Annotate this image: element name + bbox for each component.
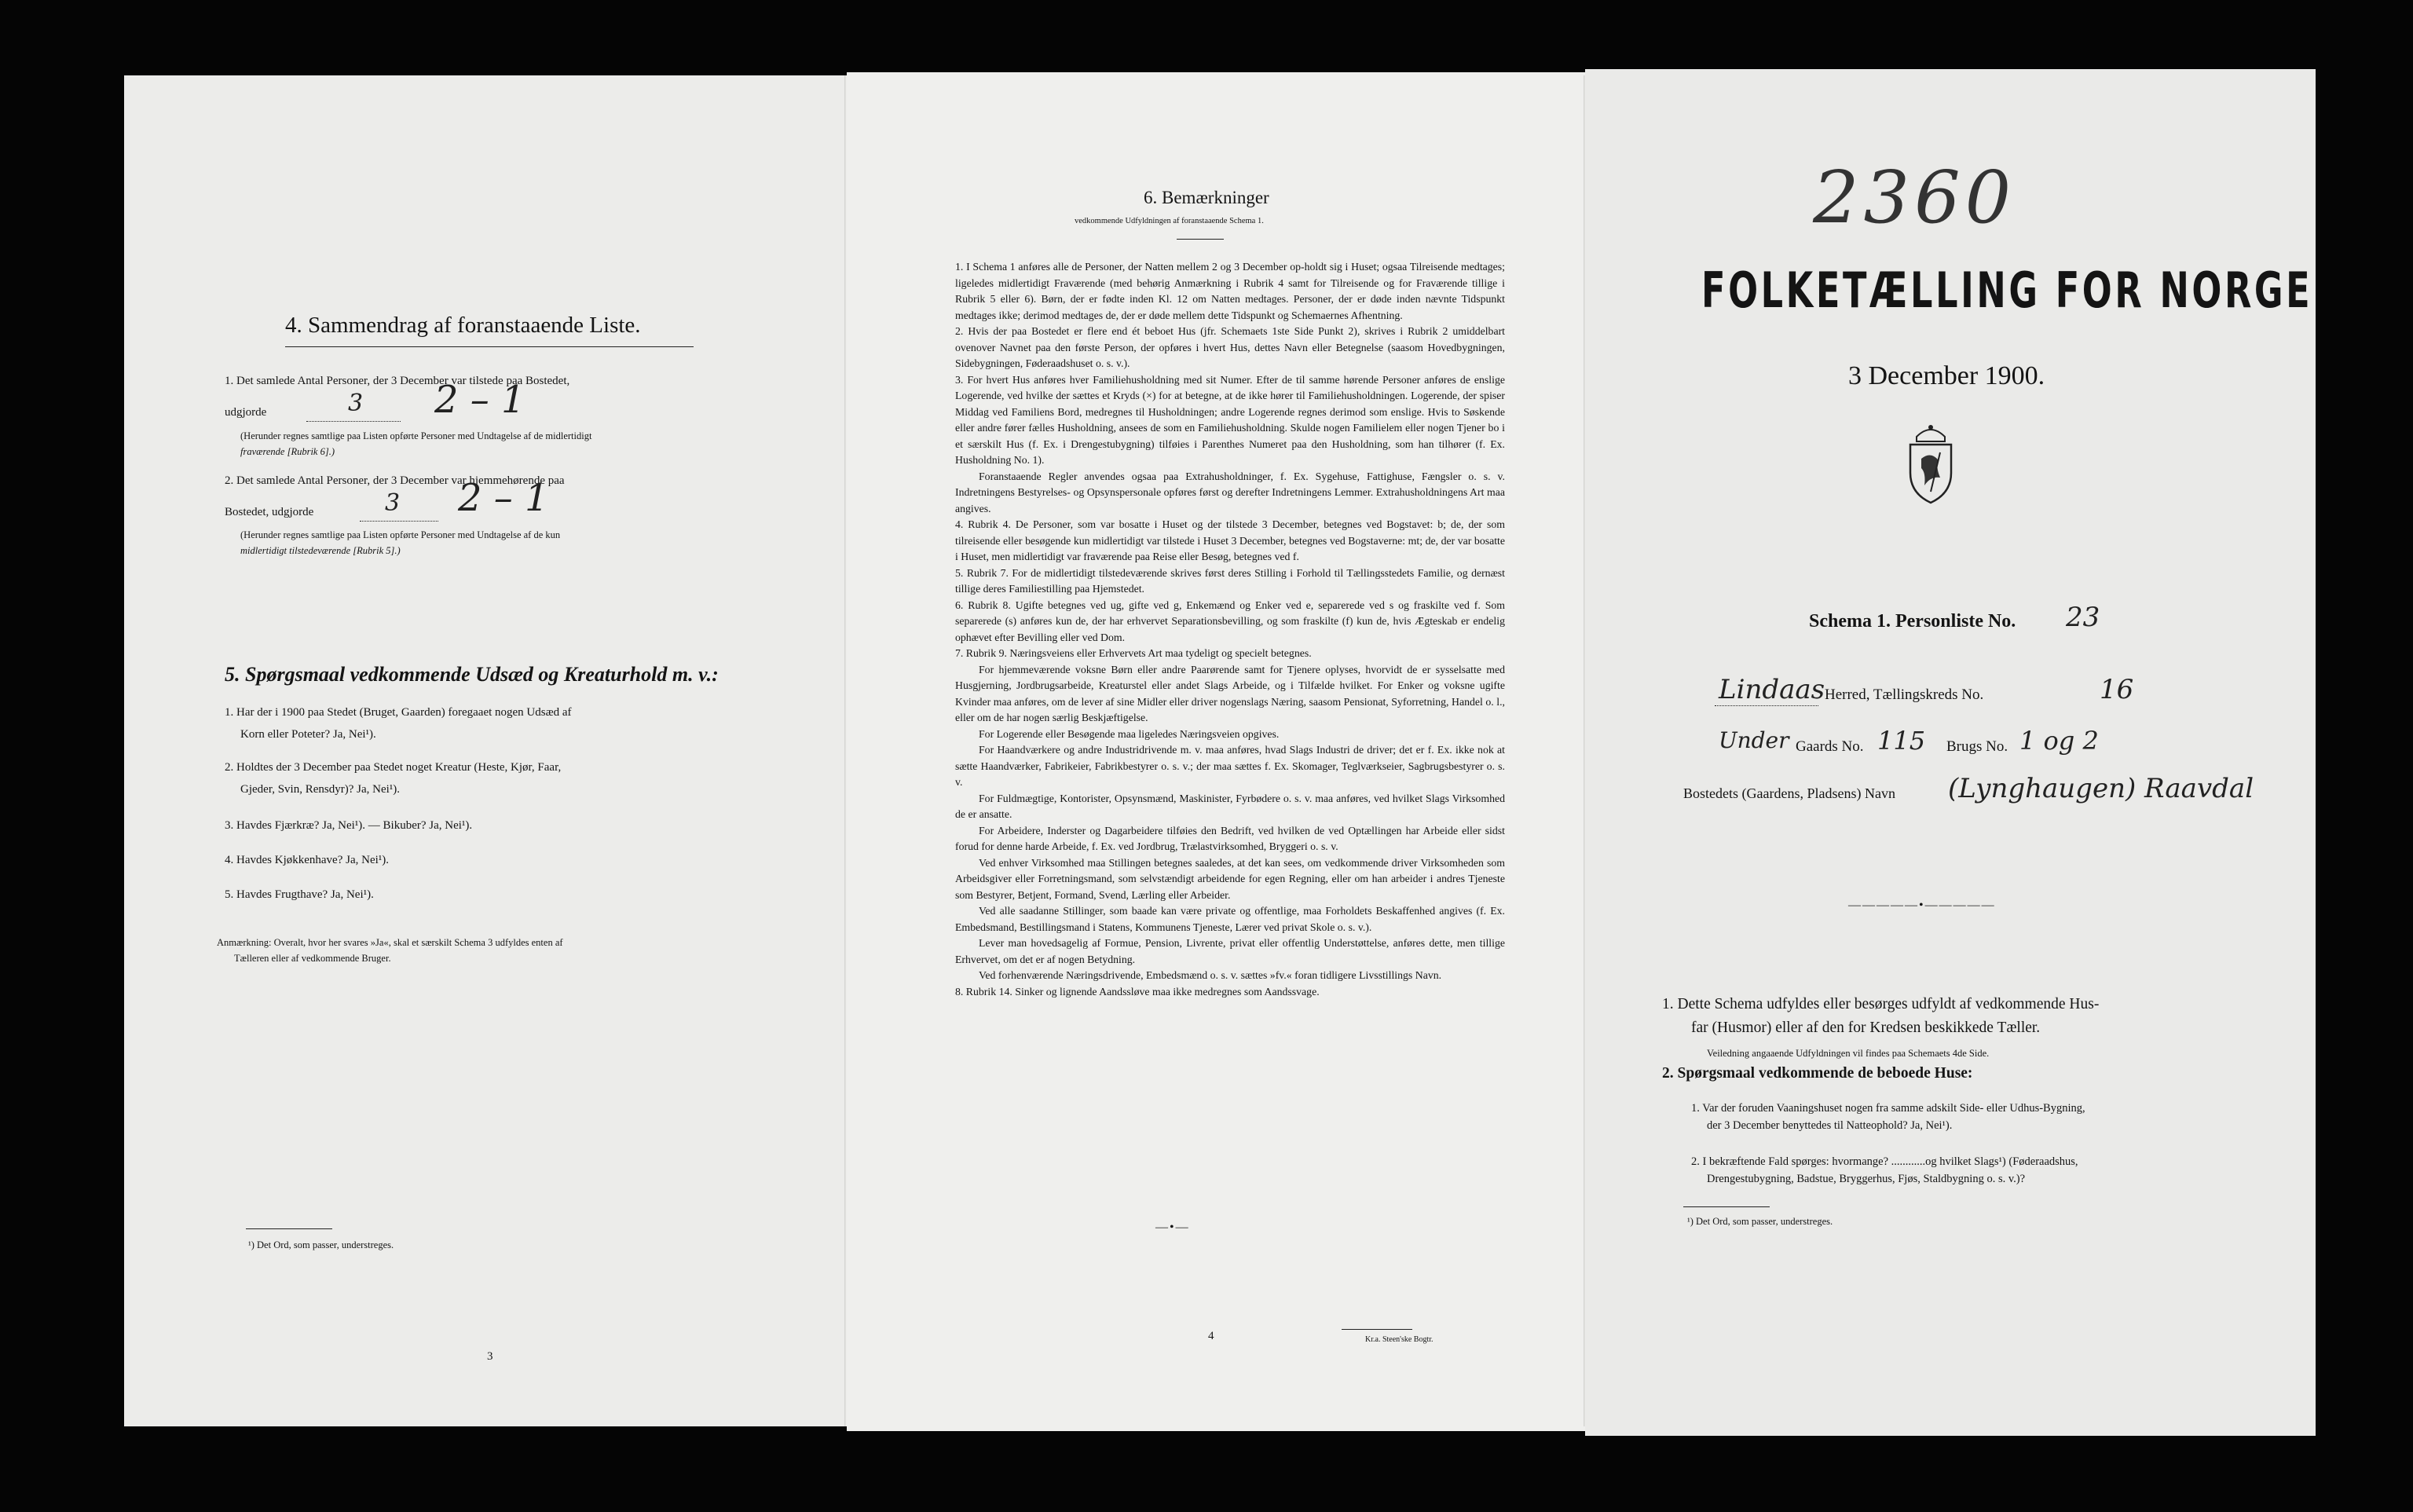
- q2-value: 3: [385, 489, 401, 517]
- remarks-title: 6. Bemærkninger: [1144, 188, 1269, 207]
- herred-line: [1715, 705, 1818, 706]
- q2-dotted-line: [360, 521, 438, 522]
- page-number: 4: [1208, 1330, 1214, 1342]
- q2-hand: 2 – 1: [458, 476, 549, 520]
- instruction2: 2. Spørgsmaal vedkommende de beboede Huse:: [1662, 1065, 1973, 1082]
- kreds-number: 16: [2100, 674, 2134, 705]
- herred-name: Lindaas: [1719, 674, 1825, 705]
- footnote-divider: [1683, 1206, 1770, 1207]
- census-date: 3 December 1900.: [1848, 361, 2045, 390]
- ornament: ―――――•―――――: [1848, 899, 1996, 912]
- instruction1-note: Veiledning angaaende Udfyldningen vil findes paa Schemaets 4de Side.: [1707, 1048, 1990, 1059]
- remarks-divider: [1177, 239, 1224, 240]
- gaards-prefix: Under: [1719, 727, 1789, 753]
- schema-number: 23: [2066, 602, 2100, 633]
- s5-q1-line2: Korn eller Poteter? Ja, Nei¹).: [240, 728, 376, 741]
- ornament: ―•―: [1155, 1221, 1190, 1234]
- gaards-number: 115: [1877, 726, 1926, 756]
- house-q1-line1: 1. Var der foruden Vaaningshuset nogen fra samme adskilt Side- eller Udhus-Bygning,: [1691, 1102, 2085, 1115]
- q1-note2: fraværende [Rubrik 6].): [240, 446, 335, 457]
- annotation-line2: Tælleren eller af vedkommende Bruger.: [234, 953, 391, 964]
- instruction1-line2: far (Husmor) eller af den for Kredsen beskikkede Tæller.: [1691, 1020, 2041, 1036]
- archive-number: 2360: [1813, 156, 2016, 240]
- remark-item: For Logerende eller Besøgende maa ligeledes Næringsveien opgives.: [979, 727, 1280, 740]
- q2-line1: 2. Det samlede Antal Personer, der 3 December var hjemmehørende paa: [225, 474, 565, 487]
- brugs-label: Brugs No.: [1946, 738, 2008, 755]
- house-q2-line1: 2. I bekræftende Fald spørges: hvormange? ............og hvilket Slags¹) (Føderaadshus,: [1691, 1155, 2078, 1168]
- herred-label: Herred, Tællingskreds No.: [1825, 686, 1984, 703]
- s5-q1-line1: 1. Har der i 1900 paa Stedet (Bruget, Gaarden) foregaaet nogen Udsæd af: [225, 706, 572, 719]
- remark-item: 4. Rubrik 4. De Personer, som var bosatte i Huset og der tilstede 3 December, betegnes ved Bogstavet: b; de, der som tilreisende eller besøgende kun midlertidigt var tilstede i Huset 3 December, betegnes ved Bogstaverne: mt; de, der var bosatte i Huset, men midlertidigt var fraværende paa Reise eller Besøg, betegnes ved f.: [955, 518, 1505, 562]
- section4-title: 4. Sammendrag af foranstaaende Liste.: [285, 313, 641, 338]
- page-cover: [1585, 69, 2316, 1436]
- q1-dotted-line: [306, 421, 401, 422]
- remarks-list: [955, 259, 1505, 1000]
- page-number: 3: [487, 1350, 493, 1363]
- remark-item: For Fuldmægtige, Kontorister, Opsynsmænd, Maskinister, Fyrbødere o. s. v. maa anføres, ved hvilket Slags Virksomhed de er ansatte.: [955, 792, 1505, 820]
- remark-item: 7. Rubrik 9. Næringsveiens eller Erhvervets Art maa tydeligt og specielt betegnes.: [955, 647, 1312, 659]
- main-title: FOLKETÆLLING FOR NORGE: [1701, 262, 2313, 319]
- footnote-divider: [246, 1228, 332, 1229]
- s5-q2-line1: 2. Holdtes der 3 December paa Stedet noget Kreatur (Heste, Kjør, Faar,: [225, 761, 562, 774]
- section4-divider: [285, 346, 694, 347]
- coat-of-arms-icon: [1899, 421, 1962, 507]
- brugs-number: 1 og 2: [2019, 726, 2099, 756]
- q1-value: 3: [348, 390, 364, 417]
- s5-q3: 3. Havdes Fjærkræ? Ja, Nei¹). — Bikuber? Ja, Nei¹).: [225, 819, 473, 832]
- remark-item: For Haandværkere og andre Industridrivende m. v. maa anføres, hvad Slags Industri de driver; det er f. Ex. ikke nok at sætte Haandværker, Fabrikeier, Fabrikbestyrer o. s. v.; der maa sættes f. Ex. Skomager, Teglværkseier, Sagbrugsbestyrer o. s. v.: [955, 744, 1505, 788]
- q2-line2: Bostedet, udgjorde: [225, 506, 314, 518]
- remark-item: 6. Rubrik 8. Ugifte betegnes ved ug, gifte ved g, Enkemænd og Enker ved e, separerede ved s og fraskilte ved f. Som separerede (s) anføres kun de, der har erhvervet Separationsbevilling, og som fraskilte (f) kun de, hvis Ægteskab er endelig ophævet efter Bevilling eller ved Dom.: [955, 599, 1505, 643]
- bosted-name: (Lynghaugen) Raavdal: [1948, 773, 2254, 804]
- page-summary: [124, 75, 847, 1426]
- instruction1-line1: 1. Dette Schema udfyldes eller besørges udfyldt af vedkommende Hus-: [1662, 996, 2100, 1012]
- house-q2-line2: Drengestubygning, Badstue, Bryggerhus, Fjøs, Staldbygning o. s. v.)?: [1707, 1173, 2026, 1185]
- s5-q2-line2: Gjeder, Svin, Rensdyr)? Ja, Nei¹).: [240, 783, 401, 796]
- footnote: ¹) Det Ord, som passer, understreges.: [1687, 1216, 1833, 1227]
- house-q1-line2: der 3 December benyttedes til Natteophold? Ja, Nei¹).: [1707, 1119, 1953, 1132]
- q2-note2: midlertidigt tilstedeværende [Rubrik 5].): [240, 545, 401, 556]
- gaards-label: Gaards No.: [1796, 738, 1864, 755]
- bosted-label: Bostedets (Gaardens, Pladsens) Navn: [1683, 785, 1895, 801]
- remark-item: 1. I Schema 1 anføres alle de Personer, der Natten mellem 2 og 3 December op-holdt sig i Huset; ogsaa Tilreisende medtages; ligeledes midlertidigt Fraværende (med behørig Anmærkning i Rubrik 4 samt for Tilreisende og for Fraværende tillige i Rubrik 5 eller 6). Børn, der er fødte inden Kl. 12 om Natten medtages. Personer, der er døde inden nævnte Tidspunkt medtages ikke; derimod medtages de, der er døde mellem dette Tidspunkt og Schemaernes Afhentning.: [955, 261, 1505, 321]
- remark-item: Ved enhver Virksomhed maa Stillingen betegnes saaledes, at det kan sees, om vedkommende driver Virksomheden som Arbeidsgiver eller Forretningsmand, som selvstændigt arbeidende for egen Regning, eller om han arbeider i andres Tjeneste som Bestyrer, Betjent, Formand, Svend, Lærling eller Arbeider.: [955, 856, 1505, 901]
- remark-item: Foranstaaende Regler anvendes ogsaa paa Extrahusholdninger, f. Ex. Sygehuse, Fattighuse, Fængsler o. s. v. Indretningens Bestyrelses- og Opsynspersonale opføres først og derefter Indretningens Lemmer. Extrahusholdningens Art maa angives.: [955, 470, 1505, 514]
- footnote: ¹) Det Ord, som passer, understreges.: [248, 1239, 394, 1250]
- remark-item: 2. Hvis der paa Bostedet er flere end ét beboet Hus (jfr. Schemaets 1ste Side Punkt 2), skrives i Rubrik 2 umiddelbart ovenover Navnet paa den første Person, der opføres i hvert Hus, dettes Navn eller Betegnelse (saasom Hovedbygningen, Sidebygningen, Føderaadshuset o. s. v.).: [955, 325, 1505, 369]
- printer-divider: [1342, 1329, 1412, 1330]
- remark-item: For Arbeidere, Inderster og Dagarbeidere tilføies den Bedrift, ved hvilken de ved Optællingen har Arbeide eller sidst forud for denne harde Arbeide, f. Ex. ved Jordbrug, Trælastvirksomhed, Bryggeri o. s. v.: [955, 824, 1505, 852]
- remark-item: 3. For hvert Hus anføres hver Familiehusholdning med sit Numer. Efter de til samme hørende Personer anføres de enslige Logerende, ved hvilke der sættes et Kryds (×) for at betegne, at de ikke hører til Familiehusholdningen. Logerende, der spiser Middag ved Familiens Bord, medregnes til Husholdningen; andre Logerende regnes derimod som enslige. Hvis to Søskende eller andre fører fælles Husholdning, ansees de som en Familiehusholdning. Skulde nogen Familielem eller nogen Tjener bo i et særskilt Hus (f. Ex. i Drengestubygning) tilføies i Parenthes Numeret paa den Husholdning, som han tilhører (f. Ex. Husholdning No. 1).: [955, 373, 1505, 466]
- annotation-line1: Anmærkning: Overalt, hvor her svares »Ja«, skal et særskilt Schema 3 udfyldes enten af: [217, 937, 563, 948]
- schema-label: Schema 1. Personliste No.: [1809, 611, 2016, 632]
- printer-credit: Kr.a. Steen'ske Bogtr.: [1365, 1335, 1434, 1344]
- section5-title: 5. Spørgsmaal vedkommende Udsæd og Kreaturhold m. v.:: [225, 663, 719, 686]
- remark-item: 5. Rubrik 7. For de midlertidigt tilstedeværende skrives først deres Stilling i Forhold til Tællingsstedets Familie, og dernæst tillige deres Familiestilling paa Hjemstedet.: [955, 566, 1505, 595]
- page-remarks: [847, 72, 1585, 1431]
- q1-line1: 1. Det samlede Antal Personer, der 3 December var tilstede paa Bostedet,: [225, 375, 570, 387]
- remark-item: Ved forhenværende Næringsdrivende, Embedsmænd o. s. v. sættes »fv.« foran tidligere Livsstillings Navn.: [979, 969, 1442, 981]
- remark-item: Ved alle saadanne Stillinger, som baade kan være private og offentlige, maa Forholdets Beskaffenhed angives (f. Ex. Embedsmand, Bestillingsmand i Statens, Kommunens Tjeneste, Lærer ved privat Skole o. s. v.).: [955, 905, 1505, 933]
- remark-item: For hjemmeværende voksne Børn eller andre Paarørende samt for Tjenere oplyses, hvorvidt de er sysselsatte med Husgjerning, Jordbrugsarbeide, Kreaturstel eller andet Slags Arbeide, og i Tilfælde hvilket. For Enker og voksne ugifte Kvinder maa anføres, om de lever af sine Midler eller driver nogenslags Næring, saasom Pensionat, Syforretning, Handel o. l., eller om de har nogen særlig Beskjæftigelse.: [955, 663, 1505, 723]
- q1-hand: 2 – 1: [434, 378, 525, 422]
- q1-note1: (Herunder regnes samtlige paa Listen opførte Personer med Undtagelse af de midlertidigt: [240, 430, 592, 441]
- s5-q4: 4. Havdes Kjøkkenhave? Ja, Nei¹).: [225, 854, 390, 866]
- remark-item: Lever man hovedsagelig af Formue, Pension, Livrente, privat eller offentlig Understøttelse, anføres dette, men tillige Erhvervet, om det er af nogen Betydning.: [955, 937, 1505, 965]
- q1-line2: udgjorde: [225, 406, 267, 419]
- remarks-subtitle: vedkommende Udfyldningen af foranstaaende Schema 1.: [1075, 217, 1264, 225]
- remark-item: 8. Rubrik 14. Sinker og lignende Aandssløve maa ikke medregnes som Aandssvage.: [955, 985, 1320, 998]
- s5-q5: 5. Havdes Frugthave? Ja, Nei¹).: [225, 888, 374, 901]
- q2-note1: (Herunder regnes samtlige paa Listen opførte Personer med Undtagelse af de kun: [240, 529, 561, 540]
